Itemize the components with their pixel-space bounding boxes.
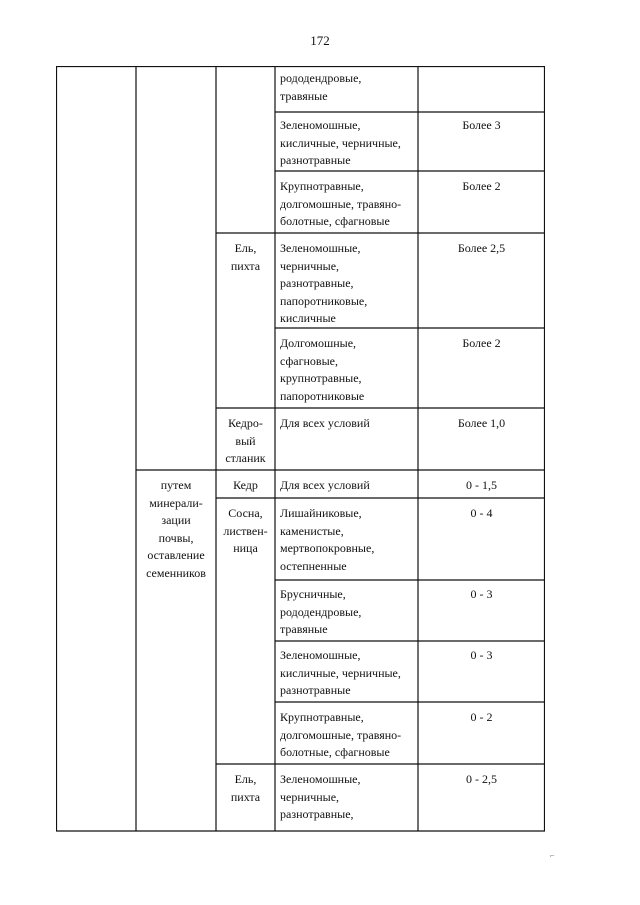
cell-type: Зеленомошные, черничные, разнотравные, папоротниковые, кисличные <box>280 241 368 325</box>
cell-type: Крупнотравные, долгомошные, травяно- болотные, сфагновые <box>280 710 402 759</box>
species-cell: Кедр <box>233 478 258 492</box>
cell-type: Зеленомошные, кисличные, черничные, разнотравные <box>280 118 401 167</box>
cell-value: 0 - 4 <box>470 506 493 520</box>
method-cell: путем минерали- зации почвы, оставление семенников <box>146 478 206 580</box>
species-cell: Сосна, листвен- ница <box>223 506 268 555</box>
species-cell: Ель, пихта <box>230 241 261 273</box>
cell-value: 0 - 2 <box>470 710 493 724</box>
cell-type: Зеленомошные, кисличные, черничные, разнотравные <box>280 648 401 697</box>
cell-type: Крупнотравные, долгомошные, травяно- болотные, сфагновые <box>280 179 402 228</box>
species-cell: Ель, пихта <box>230 772 261 804</box>
cell-value: 0 - 1,5 <box>466 478 497 492</box>
cell-value: Более 2,5 <box>457 241 506 255</box>
cell-value: Более 2 <box>462 336 501 350</box>
cell-type: Брусничные, рододендровые, травяные <box>280 587 362 636</box>
cell-type: Для всех условий <box>280 478 370 492</box>
cell-value: Более 2 <box>462 179 501 193</box>
cell-type: Зеленомошные, черничные, разнотравные, <box>280 772 361 821</box>
scan-mark: ⌐ <box>550 851 555 860</box>
cell-value: 0 - 3 <box>470 648 493 662</box>
cell-type: Лишайниковые, каменистые, мертвопокровные, остепненные <box>280 506 375 573</box>
page-number: 172 <box>310 33 330 48</box>
species-cell: Кедро- вый стланик <box>225 416 266 465</box>
cell-type: рододендровые, травяные <box>280 71 362 103</box>
cell-type: Для всех условий <box>280 416 370 430</box>
cell-value: Более 3 <box>462 118 501 132</box>
cell-type: Долгомошные, сфагновые, крупнотравные, папоротниковые <box>280 336 365 403</box>
cell-value: Более 1,0 <box>457 416 506 430</box>
cell-value: 0 - 2,5 <box>466 772 497 786</box>
cell-value: 0 - 3 <box>470 587 493 601</box>
